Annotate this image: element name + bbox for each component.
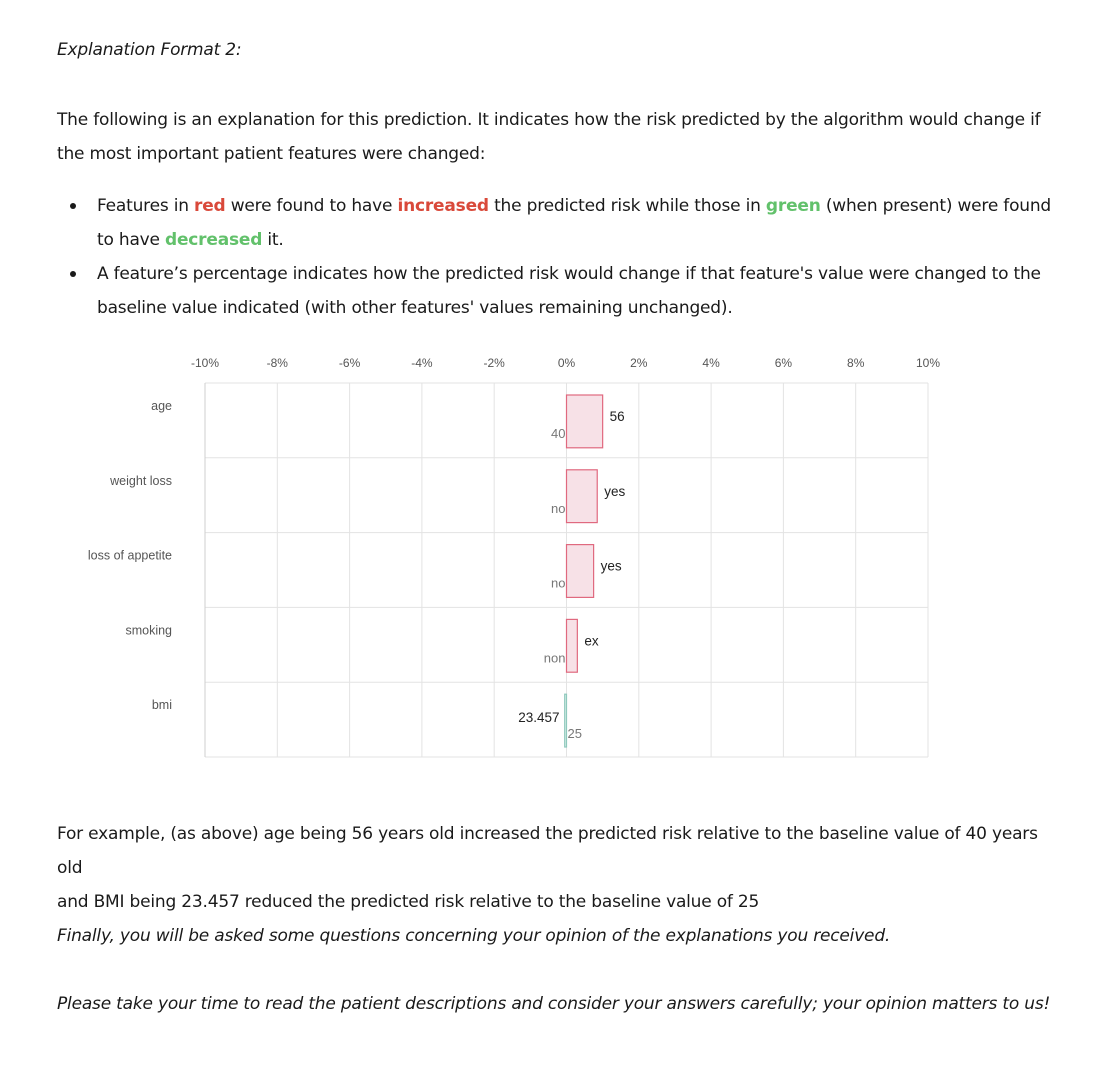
example-paragraph	[57, 817, 1067, 919]
current-value-label: ex	[584, 633, 599, 649]
bullet-percentage	[57, 257, 1057, 325]
baseline-value-label: no	[551, 500, 566, 516]
current-value-label: 56	[609, 409, 625, 424]
x-tick-label: 2%	[630, 356, 648, 370]
bullet1-text-a: Features in	[97, 196, 195, 216]
bullet2-text: A feature’s percentage indicates how the predicted risk would change if that feature's value were changed to the baseline value indicated (with other features' values remaining unchanged).	[97, 264, 1041, 318]
feature-label: loss of appetite	[87, 548, 172, 563]
x-tick-label: 0%	[557, 356, 576, 370]
bullet1-text-d: (when present) were found to have	[97, 196, 1052, 250]
intro-line-1: The following is an explanation for this prediction. It indicates how the risk predicted by the algorithm would change if	[57, 110, 1041, 130]
baseline-value-label: 40	[551, 426, 566, 441]
green-word: green	[765, 196, 821, 216]
baseline-value-label: no	[551, 575, 566, 591]
feature-bar	[567, 619, 578, 672]
x-tick-label: 8%	[847, 356, 865, 370]
bullet-colors	[57, 189, 1057, 257]
finally-note: Finally, you will be asked some questions concerning your opinion of the explanations you received.	[57, 926, 891, 946]
feature-label: weight loss	[110, 473, 172, 488]
x-tick-label: -8%	[266, 356, 288, 370]
x-tick-label: -2%	[483, 356, 505, 370]
section-heading: Explanation Format 2:	[57, 40, 242, 60]
example-line-2: and BMI being 23.457 reduced the predicted risk relative to the baseline value of 25	[57, 892, 760, 912]
feature-bar	[567, 470, 598, 523]
decreased-word: decreased	[165, 230, 263, 250]
baseline-value-label: 25	[567, 726, 582, 742]
example-line-1: For example, (as above) age being 56 years old increased the predicted risk relative to the baseline value of 40 years old	[57, 824, 1038, 878]
x-tick-label: -6%	[338, 356, 361, 370]
feature-importance-chart	[60, 345, 960, 765]
intro-paragraph	[57, 103, 1067, 171]
bullet1-text-e: it.	[262, 230, 284, 250]
current-value-label: yes	[600, 558, 622, 574]
bullet1-text-b: were found to have	[225, 196, 398, 216]
explanation-bullets	[57, 189, 1057, 325]
intro-line-2: the most important patient features were changed:	[57, 144, 486, 164]
please-note: Please take your time to read the patient descriptions and consider your answers carefully; your opinion matters to us!	[57, 994, 1051, 1014]
x-tick-label: 10%	[915, 356, 941, 370]
increased-word: increased	[397, 196, 489, 216]
x-tick-label: 6%	[774, 356, 793, 370]
feature-label: smoking	[125, 623, 172, 638]
x-tick-label: 4%	[702, 356, 720, 370]
current-value-label: 23.457	[518, 710, 560, 726]
feature-bar	[567, 395, 603, 448]
feature-label: bmi	[151, 698, 172, 713]
feature-bar	[567, 545, 594, 598]
x-tick-label: -4%	[411, 356, 433, 370]
baseline-value-label: non	[543, 650, 566, 666]
bullet1-text-c: the predicted risk while those in	[488, 196, 766, 216]
x-tick-label: -10%	[190, 356, 220, 370]
red-word: red	[194, 196, 226, 216]
feature-label: age	[151, 399, 172, 413]
current-value-label: yes	[604, 483, 626, 499]
feature-bar	[565, 694, 567, 747]
